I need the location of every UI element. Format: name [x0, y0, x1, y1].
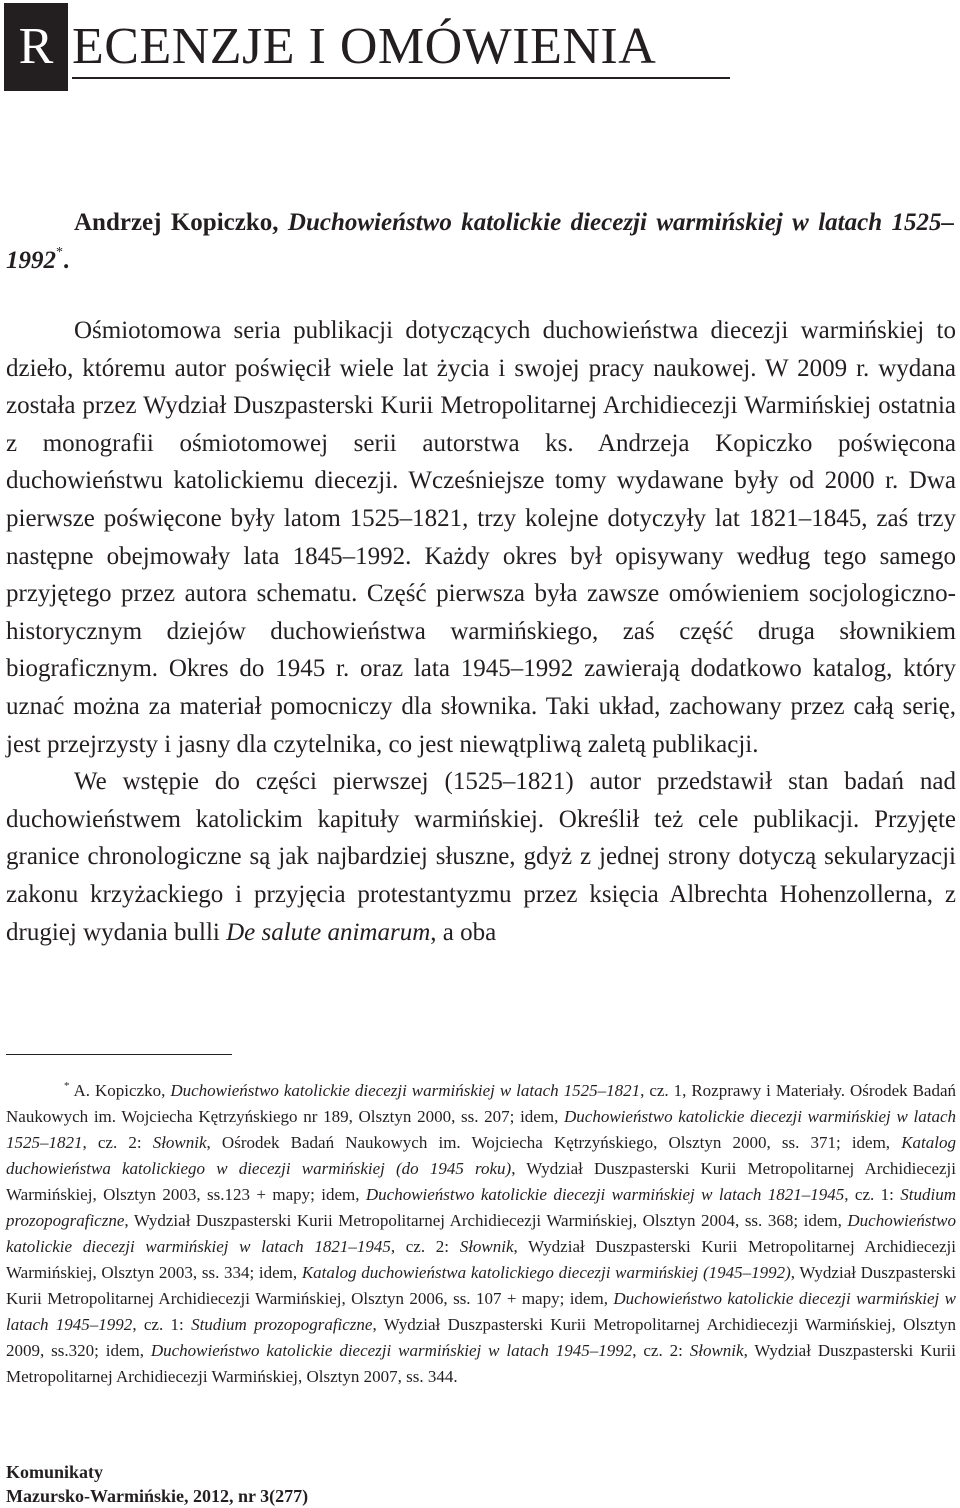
body-paragraph-1: Ośmiotomowa seria publikacji dotyczących duchowieństwa diecezji warmińskiej to dzieło, któremu autor poświęcił wiele lat życia i swojej pracy naukowej. W 2009 r. wydana została przez Wydział Duszpasterski Kurii Metropolitarnej Archidiecezji Warmińskiej ostatnia z monografii ośmiotomowej serii autorstwa ks. Andrzeja Kopiczko poświęcona duchowieństwu katolickiemu diecezji. Wcześniejsze tomy wydawane były od 2000 r. Dwa pierwsze poświęcone były latom 1525–1821, trzy kolejne dotyczyły lat 1821–1845, zaś trzy następne obejmowały lata 1845–1992. Każdy okres był opisywany według tego samego przyjętego przez autora schematu. Część pierwsza była zawsze omówieniem socjologiczno-historycznym dziejów duchowieństwa warmińskiego, zaś część druga słownikiem biograficznym. Okres do 1945 r. oraz lata 1945–1992 zawierają dodatkowo katalog, który uznać można za materiał pomocniczy dla słownika. Taki układ, zachowany przez całą serię, jest przejrzysty i jasny dla czytelnika, co jest niewątpliwą zaletą publikacji. — [6, 317, 956, 758]
footnote-cited-title: Duchowieństwo katolickie diecezji warmińskiej w latach 1945–1992 — [150, 1341, 633, 1360]
footnote-text-run: , Wydział Duszpasterski Kurii Metropolitarnej Archidiecezji Warmińskiej, Olsztyn 2004, ss. 368; idem, — [124, 1211, 848, 1230]
footnote-text-run: , Wydział Duszpasterski Kurii Metropolitarnej Archidiecezji Warmińskiej, Olsztyn 2009, ss.320; idem, — [6, 1315, 956, 1360]
body-paragraph-2 — [6, 763, 956, 951]
footnote — [6, 1078, 956, 1390]
journal-name-line-2: Mazursko-Warmińskie, 2012, nr 3(277) — [6, 1486, 309, 1506]
footnote-text-run: , cz. 2: — [632, 1341, 690, 1360]
footnote-cited-title: Słownik — [689, 1341, 744, 1360]
footnote-cited-title: Studium prozopograficzne — [191, 1315, 373, 1334]
footnote-text-run: , Wydział Duszpasterski Kurii Metropolitarnej Archidiecezji Warmińskiej, Olsztyn 2007, ss. 344. — [6, 1341, 956, 1386]
section-header-title: ECENZJE I OMÓWIENIA — [72, 18, 657, 75]
body-paragraph-2-italic: De salute animarum — [226, 918, 431, 946]
footnote-text-run: A. Kopiczko, — [69, 1081, 171, 1100]
footnote-cited-title: Katalog duchowieństwa katolickiego diecezji warmińskiej (1945–1992) — [301, 1263, 791, 1282]
footnote-text-run: , cz. 1: — [844, 1185, 901, 1204]
footnote-cited-title: Duchowieństwo katolickie diecezji warmińskiej w latach 1821–1945 — [365, 1185, 845, 1204]
footnote-text-run: , cz. 1, Rozprawy i Materiały. Ośrodek Badań Naukowych im. Wojciecha Kętrzyńskiego nr 189, Olsztyn 2000, ss. 207; idem, — [6, 1081, 956, 1126]
footnote-text — [6, 1081, 956, 1386]
body-paragraph-2-end: , a oba — [430, 918, 497, 946]
review-body — [6, 312, 956, 951]
review-title-end: . — [63, 247, 70, 274]
section-header — [4, 3, 730, 91]
body-paragraph-2-text: We wstępie do części pierwszej (1525–1821) autor przedstawił stan badań nad duchowieństwem katolickim kapituły warmińskiej. Określił też cele publikacji. Przyjęte granice chronologiczne są jak najbardziej słuszne, gdyż z jednej strony dotyczą sekularyzacji zakonu krzyżackiego i przyjęcia protestantyzmu przez księcia Albrechta Hohenzollerna, z drugiej wydania bulli — [6, 768, 956, 946]
footnote-cited-title: Katalog duchowieństwa katolickiego w diecezji warmińskiej (do 1945 roku) — [6, 1133, 956, 1178]
footnote-cited-title: Słownik — [459, 1237, 514, 1256]
footnote-text-run: , Wydział Duszpasterski Kurii Metropolitarnej Archidiecezji Warmińskiej, Olsztyn 2003, ss. 334; idem, — [6, 1237, 956, 1282]
section-header-initial: R — [4, 3, 68, 91]
footnote-cited-title: Duchowieństwo katolickie diecezji warmińskiej w latach 1525–1821 — [170, 1081, 641, 1100]
section-header-rule — [72, 77, 730, 79]
footnote-cited-title: Duchowieństwo katolickie diecezji warmińskiej w latach 1525–1821 — [6, 1107, 956, 1152]
review-title — [6, 204, 954, 280]
review-book-title: Duchowieństwo katolickie diecezji warmińskiej w latach 1525–1992 — [6, 209, 954, 274]
footnote-text-run: , cz. 1: — [132, 1315, 192, 1334]
footnote-cited-title: Słownik — [152, 1133, 207, 1152]
review-author: Andrzej Kopiczko, — [74, 209, 288, 236]
footnote-text-run: , Wydział Duszpasterski Kurii Metropolitarnej Archidiecezji Warmińskiej, Olsztyn 2006, ss. 107 + mapy; idem, — [6, 1263, 957, 1308]
footnote-text-run: , Wydział Duszpasterski Kurii Metropolitarnej Archidiecezji Warmińskiej, Olsztyn 2003, ss.123 + mapy; idem, — [6, 1159, 957, 1204]
footnote-text-run: , cz. 2: — [82, 1133, 153, 1152]
footnote-separator — [6, 1054, 232, 1055]
footnote-text-run: , cz. 2: — [390, 1237, 460, 1256]
journal-info — [6, 1460, 308, 1508]
footnote-reference: * — [56, 245, 63, 260]
footnote-cited-title: Duchowieństwo katolickie diecezji warmińskiej w latach 1945–1992 — [6, 1289, 956, 1334]
journal-name-line-1: Komunikaty — [6, 1462, 104, 1482]
footnote-cited-title: Studium prozopograficzne — [6, 1185, 956, 1230]
footnote-text-run: , Ośrodek Badań Naukowych im. Wojciecha Kętrzyńskiego, Olsztyn 2000, ss. 371; idem, — [206, 1133, 902, 1152]
footnote-paragraph — [6, 1078, 956, 1390]
footnote-cited-title: Duchowieństwo katolickie diecezji warmińskiej w latach 1821–1945 — [6, 1211, 956, 1256]
footnote-marker: * — [64, 1080, 70, 1092]
